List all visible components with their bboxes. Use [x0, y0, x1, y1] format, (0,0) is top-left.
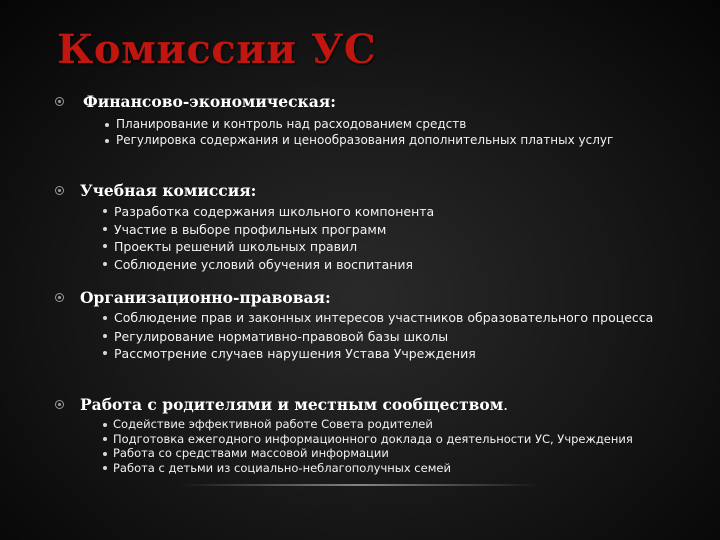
- section-heading-row: [55, 395, 660, 414]
- list-item: [103, 310, 660, 326]
- section-legal: [55, 288, 660, 363]
- heading-text: Финансово-экономическая:: [83, 92, 336, 111]
- list-item-text: Участие в выборе профильных программ: [114, 221, 387, 237]
- item-list: [55, 417, 660, 475]
- circle-bullet-icon: [55, 97, 64, 106]
- list-item-text: Проекты решений школьных правил: [114, 239, 358, 254]
- heading-text: Работа с родителями и местным сообществом: [80, 395, 504, 414]
- circle-bullet-icon: [55, 186, 64, 195]
- list-item: [103, 328, 660, 346]
- slide-title: Комиссии УС: [57, 26, 377, 73]
- section-heading: [80, 288, 331, 307]
- list-item: [103, 345, 660, 363]
- list-item: [103, 203, 660, 221]
- list-item: [103, 461, 660, 476]
- section-heading-row: [55, 288, 660, 307]
- circle-bullet-icon: [55, 293, 64, 302]
- section-heading-row: [55, 92, 660, 111]
- list-item-text: Работа с детьми из социально-неблагополучных семей: [113, 460, 451, 475]
- list-item: [103, 256, 660, 274]
- list-item: [103, 221, 660, 239]
- list-item: [103, 417, 660, 432]
- bullet-dot-icon: [103, 316, 107, 320]
- bullet-dot-icon: [103, 227, 107, 231]
- list-item-text: Планирование и контроль над расходованием средств: [116, 117, 467, 131]
- item-list: [55, 310, 660, 363]
- list-item-text: Рассмотрение случаев нарушения Устава Учреждения: [114, 346, 476, 361]
- section-heading: [80, 395, 508, 414]
- section-heading: [80, 181, 256, 200]
- bullet-dot-icon: [105, 139, 109, 143]
- bullet-dot-icon: [103, 452, 107, 456]
- section-education: [55, 181, 660, 273]
- heading-text: Организационно-правовая:: [80, 288, 331, 307]
- bullet-dot-icon: [103, 334, 107, 338]
- bullet-dot-icon: [103, 244, 107, 248]
- section-heading: [83, 92, 336, 111]
- list-item-text: Разработка содержания школьного компонента: [114, 204, 435, 219]
- heading-tail: .: [503, 396, 509, 414]
- bullet-dot-icon: [103, 423, 107, 427]
- bullet-dot-icon: [103, 209, 107, 213]
- section-parents: [55, 395, 660, 475]
- heading-text: Учебная комиссия:: [80, 181, 257, 200]
- list-item-text: Регулировка содержания и ценообразования дополнительных платных услуг: [116, 132, 614, 147]
- list-item: [103, 238, 660, 256]
- item-list: [55, 203, 660, 273]
- bullet-dot-icon: [103, 466, 107, 470]
- list-item: [105, 117, 660, 133]
- item-list: [55, 117, 660, 148]
- section-financial: [55, 92, 660, 148]
- list-item: [103, 432, 660, 447]
- list-item-text: Соблюдение прав и законных интересов участников образовательного процесса: [114, 310, 654, 325]
- list-item: [105, 133, 660, 149]
- list-item-text: Регулирование нормативно-правовой базы школы: [114, 328, 449, 344]
- list-item-text: Соблюдение условий обучения и воспитания: [114, 256, 414, 272]
- list-item-text: Содействие эффективной работе Совета родителей: [113, 417, 433, 431]
- list-item: [103, 446, 660, 461]
- bullet-dot-icon: [105, 123, 109, 127]
- bullet-dot-icon: [103, 437, 107, 441]
- section-heading-row: [55, 181, 660, 200]
- circle-bullet-icon: [55, 400, 64, 409]
- bullet-dot-icon: [103, 351, 107, 355]
- list-item-text: Подготовка ежегодного информационного доклада о деятельности УС, Учреждения: [113, 431, 633, 446]
- bullet-dot-icon: [103, 262, 107, 266]
- list-item-text: Работа со средствами массовой информации: [113, 446, 389, 460]
- decorative-glow-line: [180, 484, 540, 486]
